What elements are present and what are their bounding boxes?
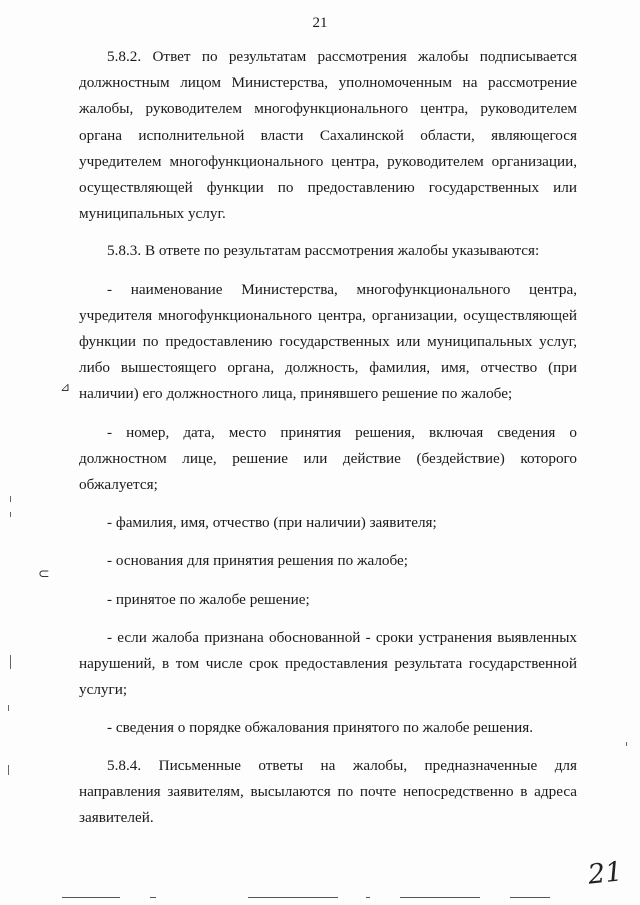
handwritten-page-number: 21 <box>586 856 624 891</box>
paragraph-5-8-2: 5.8.2. Ответ по результатам рассмотрения жалобы подписывается должностным лицом Министерства, уполномоченным на рассмотрение жалобы, руководителем многофункционального центра, руководителем органа исполнительной власти Сахалинской области, являющегося учредителем многофункционального центра, руководителем организации, осуществляющей функции по предоставлению государственных или муниципальных услуг. <box>79 48 577 223</box>
list-item-decision-details: - номер, дата, место принятия решения, включая сведения о должностном лице, решение или действие (бездействие) которого обжалуется; <box>79 423 577 494</box>
scan-artifact-tick <box>10 512 11 517</box>
scan-artifact-tick <box>10 655 11 669</box>
list-item-appeal-procedure: - сведения о порядке обжалования принятого по жалобе решения. <box>107 719 534 737</box>
footer-rule <box>400 897 480 898</box>
list-item-grounds: - основания для принятия решения по жалобе; <box>107 552 408 570</box>
scan-artifact-mark: ⊿ <box>60 380 71 394</box>
list-item-applicant-name: - фамилия, имя, отчество (при наличии) заявителя; <box>107 514 437 532</box>
document-body <box>79 44 577 831</box>
scan-artifact-tick <box>10 496 11 502</box>
footer-rule <box>62 897 120 898</box>
scan-artifact-tick <box>626 742 627 746</box>
footer-rule <box>366 897 370 898</box>
paragraph-5-8-3: 5.8.3. В ответе по результатам рассмотрения жалобы указываются: <box>107 242 540 260</box>
list-item-remediation-terms: - если жалоба признана обоснованной - сроки устранения выявленных нарушений, в том числе срок предоставления результата государственной услуги; <box>79 628 577 699</box>
list-item-decision: - принятое по жалобе решение; <box>107 590 310 608</box>
footer-rule <box>248 897 338 898</box>
scan-artifact-tick <box>8 765 9 775</box>
scan-artifact-mark: ⊂ <box>38 566 50 582</box>
footer-rule <box>150 897 156 898</box>
paragraph-5-8-4: 5.8.4. Письменные ответы на жалобы, предназначенные для направления заявителям, высылаются по почте непосредственно в адреса заявителей. <box>79 756 577 827</box>
page-number: 21 <box>312 15 328 31</box>
scan-artifact-tick <box>8 705 9 711</box>
list-item-ministry-name: - наименование Министерства, многофункционального центра, учредителя многофункционального центра, организации, осуществляющей функции по предоставлению государственных или муниципальных услуг, либо вышестоящего органа, должность, фамилия, имя, отчество (при наличии) его должностного лица, принявшего решение по жалобе; <box>79 280 577 403</box>
footer-rule <box>510 897 550 898</box>
